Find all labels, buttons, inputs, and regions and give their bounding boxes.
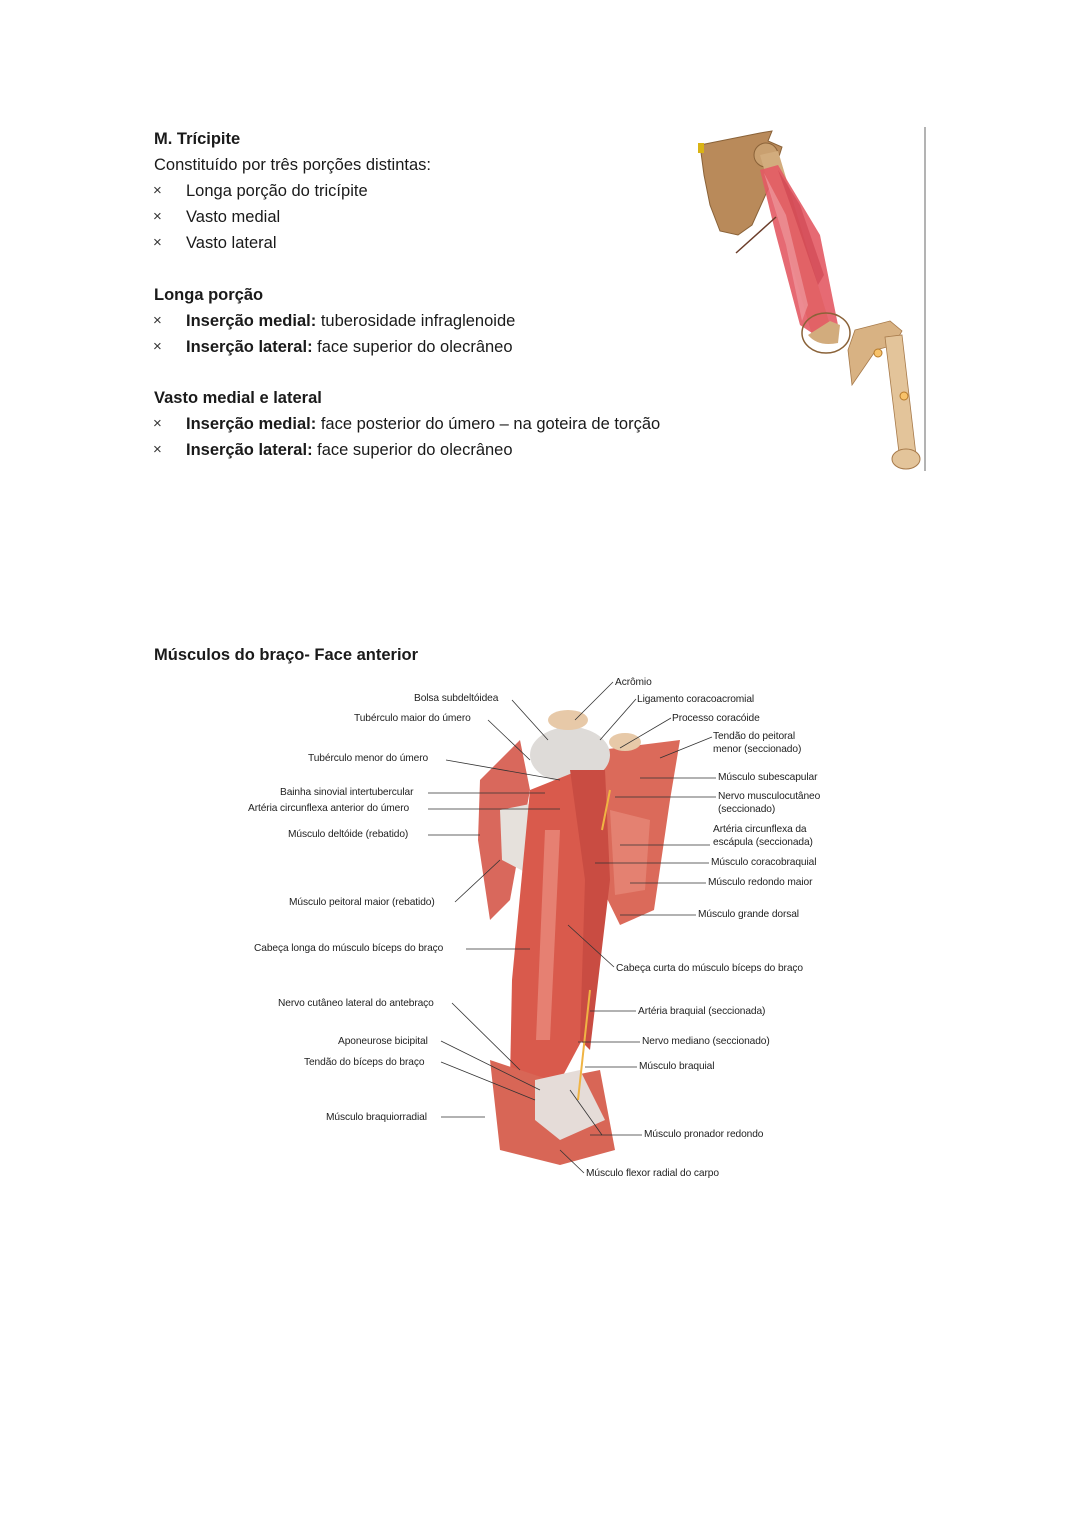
label-nervo-musculocutaneo-2: (seccionado) (718, 804, 776, 815)
list-item: Longa porção do tricípite (186, 182, 368, 200)
bullet-icon: × (153, 208, 162, 225)
list-item: Vasto medial (186, 208, 281, 226)
label-arteria-circunflexa-escapula: Artéria circunflexa da (713, 824, 807, 835)
label-musculo-coracobraquial: Músculo coracobraquial (711, 857, 817, 868)
section-title-triceps: M. Trícipite (154, 130, 241, 148)
label-musculo-braquial: Músculo braquial (639, 1061, 715, 1072)
label-aponeurose-bicipital: Aponeurose bicipital (338, 1036, 428, 1047)
label-arteria-circunflexa-anterior: Artéria circunflexa anterior do úmero (248, 803, 410, 814)
label-nervo-musculocutaneo: Nervo musculocutâneo (718, 791, 821, 802)
bullet-icon: × (153, 338, 162, 355)
insertion-text: face superior do olecrâneo (312, 338, 513, 356)
label-tuberculo-menor: Tubérculo menor do úmero (308, 753, 429, 764)
insertion-label: Inserção medial: (186, 415, 317, 433)
bullet-icon: × (153, 312, 162, 329)
label-arteria-braquial: Artéria braquial (seccionada) (638, 1006, 766, 1017)
intro-text: Constituído por três porções distintas: (154, 156, 431, 174)
insertion-label: Inserção medial: (186, 312, 317, 330)
label-tendao-peitoral-2: menor (seccionado) (713, 744, 802, 755)
bullet-icon: × (153, 182, 162, 199)
label-musculo-peitoral-maior: Músculo peitoral maior (rebatido) (289, 897, 435, 908)
bullet-icon: × (153, 415, 162, 432)
label-musculo-grande-dorsal: Músculo grande dorsal (698, 909, 799, 920)
label-musculo-braquiorradial: Músculo braquiorradial (326, 1112, 427, 1123)
label-tendao-peitoral: Tendão do peitoral (713, 731, 796, 742)
label-tuberculo-maior: Tubérculo maior do úmero (354, 713, 471, 724)
bullet-icon: × (153, 234, 162, 251)
label-acromio: Acrômio (615, 677, 652, 688)
insertion-text: tuberosidade infraglenoide (316, 312, 516, 330)
insertion-label: Inserção lateral: (186, 441, 313, 459)
label-bainha-sinovial: Bainha sinovial intertubercular (280, 787, 414, 798)
label-nervo-cutaneo-lateral: Nervo cutâneo lateral do antebraço (278, 998, 434, 1009)
insertion-text: face superior do olecrâneo (312, 441, 513, 459)
label-nervo-mediano: Nervo mediano (seccionado) (642, 1036, 770, 1047)
label-musculo-deltoide: Músculo deltóide (rebatido) (288, 829, 409, 840)
label-musculo-flexor-radial: Músculo flexor radial do carpo (586, 1168, 719, 1179)
list-item: Vasto lateral (186, 234, 277, 252)
label-arteria-circunflexa-escapula-2: escápula (seccionada) (713, 837, 813, 848)
section-title-longa-porcao: Longa porção (154, 286, 264, 304)
insertion-label: Inserção lateral: (186, 338, 313, 356)
insertion-text: face posterior do úmero – na goteira de torção (316, 415, 661, 433)
bullet-icon: × (153, 441, 162, 458)
label-musculo-pronador-redondo: Músculo pronador redondo (644, 1129, 764, 1140)
label-processo-coracoide: Processo coracóide (672, 713, 760, 724)
section-title-vasto: Vasto medial e lateral (154, 389, 322, 407)
label-cabeca-longa-biceps: Cabeça longa do músculo bíceps do braço (254, 943, 444, 954)
label-tendao-biceps: Tendão do bíceps do braço (304, 1057, 425, 1068)
section-title-face-anterior: Músculos do braço- Face anterior (154, 646, 419, 664)
label-cabeca-curta-biceps: Cabeça curta do músculo bíceps do braço (616, 963, 803, 974)
label-musculo-redondo-maior: Músculo redondo maior (708, 877, 813, 888)
label-musculo-subescapular: Músculo subescapular (718, 772, 818, 783)
label-ligamento-coracoacromial: Ligamento coracoacromial (637, 694, 755, 705)
label-bolsa-subdeltoidea: Bolsa subdeltóidea (414, 693, 499, 704)
